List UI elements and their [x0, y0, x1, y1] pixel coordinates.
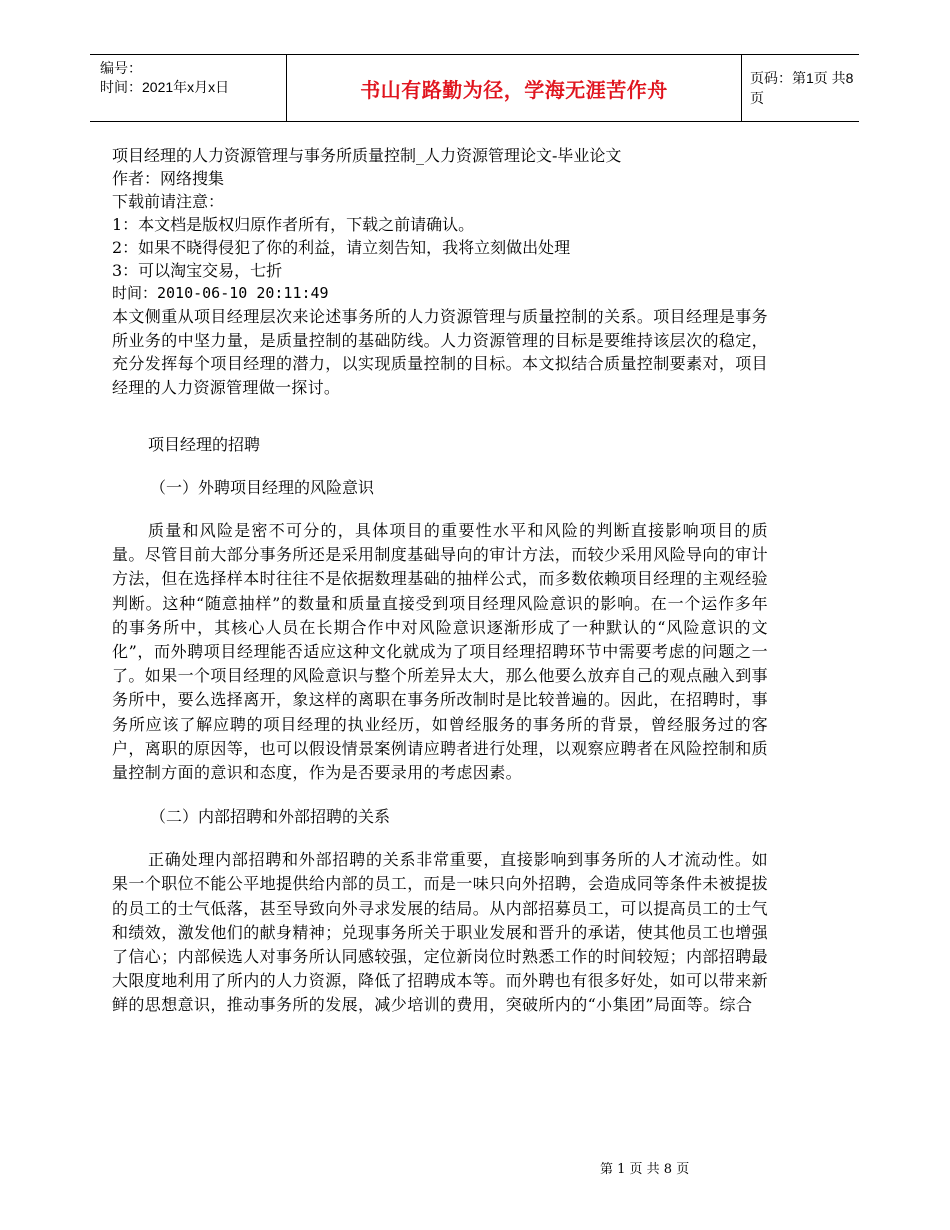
page-footer: 第 1 页 共 8 页 [600, 1162, 690, 1177]
section-title: 项目经理的招聘 [148, 435, 261, 454]
document-body [112, 144, 768, 1018]
header-table [90, 54, 859, 122]
paragraph-1: 质量和风险是密不可分的，具体项目的重要性水平和风险的判断直接影响项目的质量。尽管目前大部分事务所还是采用制度基础导向的审计方法，而较少采用风险导向的审计方法，但在选择样本时往往不是依据数理基础的抽样公式，而多数依赖项目经理的主观经验判断。这种“随意抽样”的数量和质量直接受到项目经理风险意识的影响。在一个运作多年的事务所中，其核心人员在长期合作中对风险意识逐渐形成了一种默认的“风险意识的文化”，而外聘项目经理能否适应这种文化就成为了项目经理招聘环节中需要考虑的问题之一了。如果一个项目经理的风险意识与整个所差异太大，那么他要么放弃自己的观点融入到事务所中，要么选择离开，象这样的离职在事务所改制时是比较普遍的。因此，在招聘时，事务所应该了解应聘的项目经理的执业经历，如曾经服务的事务所的背景，曾经服务过的客户，离职的原因等，也可以假设情景案例请应聘者进行处理，以观察应聘者在风险控制和质量控制方面的意识和态度，作为是否要录用的考虑因素。 [112, 521, 769, 783]
notice-item-3: 3：可以淘宝交易，七折 [112, 261, 283, 280]
header-left-cell [90, 55, 286, 121]
abstract: 本文侧重从项目经理层次来论述事务所的人力资源管理与质量控制的关系。项目经理是事务所业务的中坚力量，是质量控制的基础防线。人力资源管理的目标是要维持该层次的稳定，充分发挥每个项目经理的潜力，以实现质量控制的目标。本文拟结合质量控制要素对，项目经理的人力资源管理做一探讨。 [112, 307, 768, 397]
doc-time: 时间：2010-06-10 20:11:49 [112, 284, 329, 302]
serial-label: 编号： [100, 60, 142, 76]
page-label: 页码：第1页 共8页 [750, 70, 854, 106]
subsection-title-1: （一）外聘项目经理的风险意识 [150, 478, 375, 497]
time-label: 时间：2021年x月x日 [100, 79, 230, 95]
paragraph-2: 正确处理内部招聘和外部招聘的关系非常重要，直接影响到事务所的人才流动性。如果一个职位不能公平地提供给内部的员工，而是一味只向外招聘，会造成同等条件未被提拔的员工的士气低落，甚至导致向外寻求发展的结局。从内部招募员工，可以提高员工的士气和绩效，激发他们的献身精神；兑现事务所关于职业发展和晋升的承诺，使其他员工也增强了信心；内部候选人对事务所认同感较强，定位新岗位时熟悉工作的时间较短；内部招聘最大限度地利用了所内的人力资源，降低了招聘成本等。而外聘也有很多好处，如可以带来新鲜的思想意识，推动事务所的发展，减少培训的费用，突破所内的“小集团”局面等。综合 [112, 850, 769, 1015]
motto: 书山有路勤为径，学海无涯苦作舟 [286, 55, 742, 121]
notice-item-1: 1：本文档是版权归原作者所有，下载之前请确认。 [112, 215, 475, 234]
doc-author: 作者：网络搜集 [112, 169, 225, 188]
doc-title: 项目经理的人力资源管理与事务所质量控制_人力资源管理论文-毕业论文 [112, 146, 622, 165]
notice-item-2: 2：如果不晓得侵犯了你的利益，请立刻告知，我将立刻做出处理 [112, 238, 571, 257]
notice-title: 下载前请注意： [112, 192, 225, 211]
subsection-title-2: （二）内部招聘和外部招聘的关系 [150, 807, 391, 827]
